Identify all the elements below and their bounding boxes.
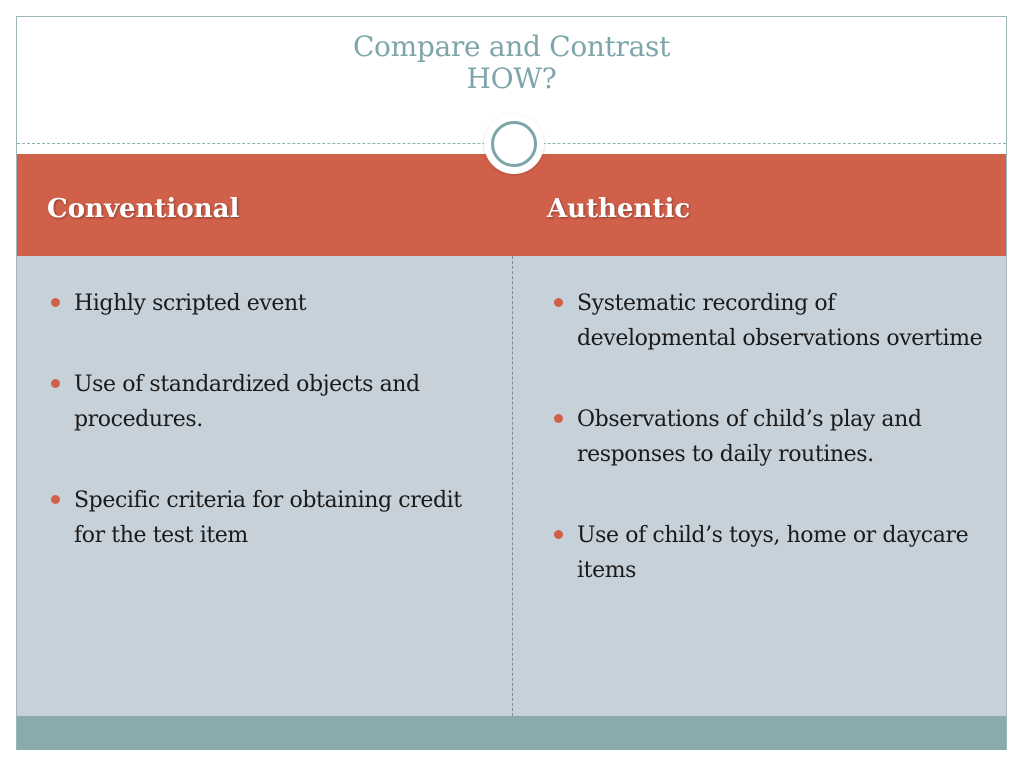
bullet-dot-icon [51, 495, 60, 504]
bullet-text: Use of standardized objects and procedures. [74, 372, 420, 432]
column-divider [512, 256, 513, 716]
slide [16, 16, 1007, 750]
bullet-dot-icon [554, 414, 563, 423]
list-item [550, 286, 990, 356]
list-item [47, 367, 497, 437]
column-heading-authentic: Authentic [547, 194, 691, 224]
column-heading-conventional: Conventional [47, 194, 240, 224]
bullet-dot-icon [51, 379, 60, 388]
list-item [550, 518, 990, 588]
list-item [47, 286, 497, 321]
conventional-bullet-list [47, 286, 497, 599]
footer-band [17, 716, 1006, 750]
bullet-text: Observations of child’s play and responses to daily routines. [577, 407, 922, 467]
slide-title-line-1: Compare and Contrast [352, 30, 671, 63]
circle-ring [491, 121, 537, 167]
slide-title-line-2: HOW? [466, 62, 557, 95]
bullet-text: Systematic recording of developmental observations overtime [577, 291, 983, 351]
list-item [47, 483, 497, 553]
circle-ornament-icon [484, 114, 544, 174]
bullet-dot-icon [554, 530, 563, 539]
bullet-text: Highly scripted event [74, 291, 307, 316]
slide-title [17, 31, 1006, 95]
bullet-text: Use of child’s toys, home or daycare items [577, 523, 969, 583]
list-item [550, 402, 990, 472]
authentic-bullet-list [550, 286, 990, 634]
bullet-dot-icon [554, 298, 563, 307]
bullet-dot-icon [51, 298, 60, 307]
bullet-text: Specific criteria for obtaining credit for the test item [74, 488, 462, 548]
